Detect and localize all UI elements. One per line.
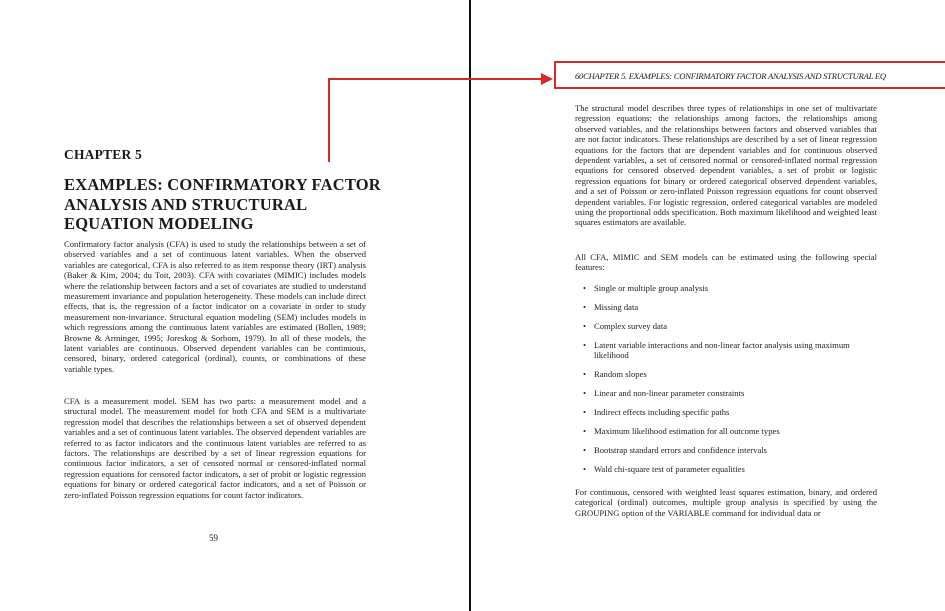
page-number: 59 [209,533,218,543]
left-page [0,0,469,611]
feature-item: • Linear and non-linear parameter constraints [575,388,877,398]
left-paragraph-2: CFA is a measurement model. SEM has two parts: a measurement model and a structural model. The measurement model for both CFA and SEM is a multivariate regression model that describes the relationships between a set of observed dependent variables and a set of continuous latent variables. The observed dependent variables are referred to as factor indicators and the continuous latent variables are referred to as factors. The relationships are described by a set of linear regression equations for continuous factor indicators, a set of censored normal or censored-inflated normal regression equations for censored factor indicators, a set of probit or logistic regression equations for binary or ordered categorical factor indicators, and a set of Poisson or zero-inflated Poisson regression equations for count factor indicators. [64,396,366,500]
feature-item: • Missing data [575,302,877,312]
right-paragraph-2: All CFA, MIMIC and SEM models can be estimated using the following special features: [575,252,877,273]
feature-item: • Wald chi-square test of parameter equalities [575,464,877,474]
feature-item: • Single or multiple group analysis [575,283,877,293]
feature-item: • Maximum likelihood estimation for all outcome types [575,426,877,436]
feature-item: • Random slopes [575,369,877,379]
right-page [471,0,945,611]
running-header: 60CHAPTER 5. EXAMPLES: CONFIRMATORY FACTOR ANALYSIS AND STRUCTURAL EQ [575,71,886,81]
left-paragraph-1: Confirmatory factor analysis (CFA) is used to study the relationships between a set of observed variables and a set of continuous latent variables. When the observed variables are categorical, CFA is also referred to as item response theory (IRT) analysis (Baker & Kim, 2004; du Toit, 2003). CFA with covariates (MIMIC) includes models where the relationship between factors and a set of covariates are studied to understand measurement invariance and population heterogeneity. These models can include direct effects, that is, the regression of a factor indicator on a covariate in order to study measurement non-invariance. Structural equation modeling (SEM) includes models in which regressions among the continuous latent variables are estimated (Bollen, 1989; Browne & Arminger, 1995; Joreskog & Sorbom, 1979). In all of these models, the latent variables are continuous. Observed dependent variables can be continuous, censored, binary, ordered categorical (ordinal), counts, or combinations of these variable types. [64,239,366,374]
feature-item: • Indirect effects including specific paths [575,407,877,417]
right-paragraph-1: The structural model describes three types of relationships in one set of multivariate regression equations: the relationships among factors, the relationships among observed variables, and the relationships between factors and observed variables that are not factor indicators. These relationships are described by a set of linear regression equations for the factors that are dependent variables and for continuous observed dependent variables, a set of censored normal or censored-inflated normal regression equations for censored observed dependent variables, a set of probit or logistic regression equations for binary or ordered categorical observed dependent variables, and a set of Poisson or zero-inflated Poisson regression equations for count observed dependent variables. For logistic regression, ordered categorical variables are modeled using the proportional odds specification. Both maximum likelihood and weighted least squares estimators are available. [575,103,877,228]
features-list [575,283,877,483]
chapter-title: EXAMPLES: CONFIRMATORY FACTOR ANALYSIS AND STRUCTURAL EQUATION MODELING [64,175,381,233]
feature-item: • Latent variable interactions and non-linear factor analysis using maximum likelihood [575,340,877,361]
chapter-label: CHAPTER 5 [64,147,142,162]
right-paragraph-3: For continuous, censored with weighted least squares estimation, binary, and ordered categorical (ordinal) outcomes, multiple group analysis is specified by using the GROUPING option of the VARIABLE command for individual data or [575,487,877,518]
feature-item: • Bootstrap standard errors and confidence intervals [575,445,877,455]
feature-item: • Complex survey data [575,321,877,331]
